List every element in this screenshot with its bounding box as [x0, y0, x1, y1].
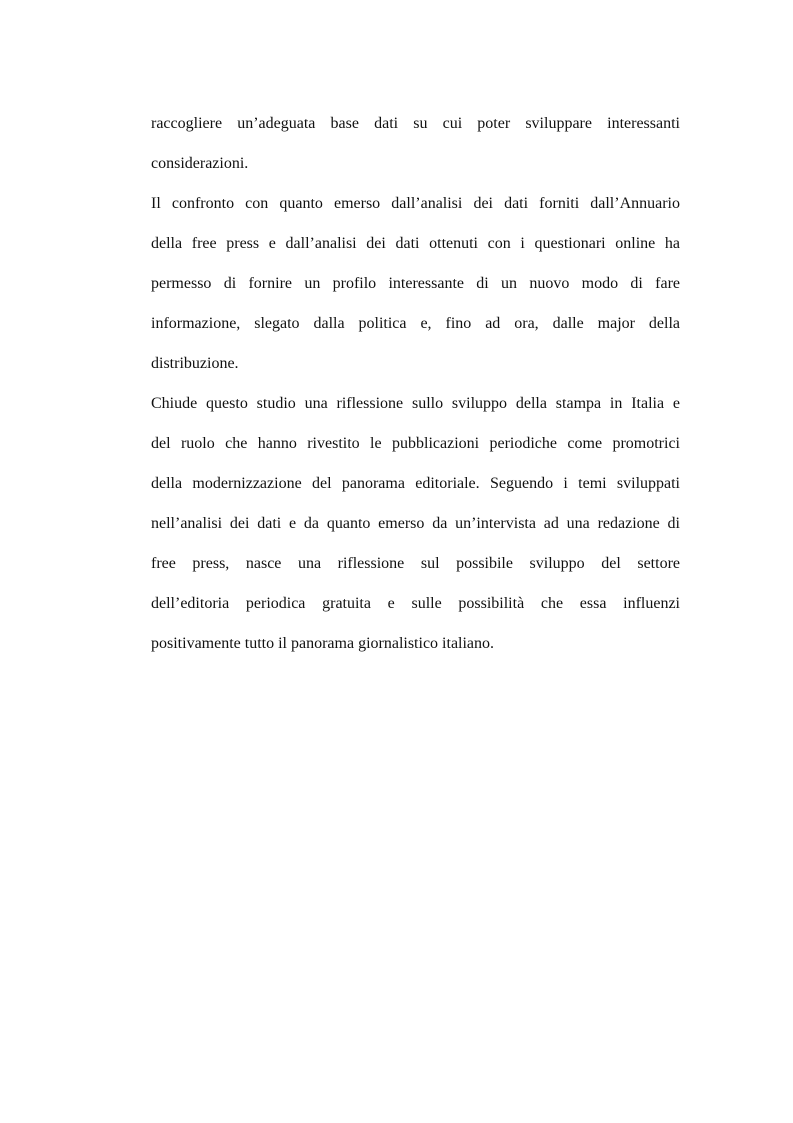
text-line-5: permesso di fornire un profilo interessante di un nuovo modo di fare: [151, 275, 680, 292]
text-line-11: nell’analisi dei dati e da quanto emerso da un’intervista ad una redazione di: [151, 515, 680, 532]
text-line-4: della free press e dall’analisi dei dati ottenuti con i questionari online ha: [151, 235, 680, 252]
text-line-1: raccogliere un’adeguata base dati su cui poter sviluppare interessanti: [151, 115, 680, 132]
text-line-10: della modernizzazione del panorama editoriale. Seguendo i temi sviluppati: [151, 475, 680, 492]
text-line-9: del ruolo che hanno rivestito le pubblicazioni periodiche come promotrici: [151, 435, 680, 452]
text-line-14: positivamente tutto il panorama giornalistico italiano.: [151, 635, 495, 652]
body-text: [151, 110, 680, 670]
text-line-6: informazione, slegato dalla politica e, fino ad ora, dalle major della: [151, 315, 680, 332]
text-line-2: considerazioni.: [151, 155, 249, 172]
text-line-7: distribuzione.: [151, 355, 239, 372]
text-line-12: free press, nasce una riflessione sul possibile sviluppo del settore: [151, 555, 680, 572]
text-line-8: Chiude questo studio una riflessione sullo sviluppo della stampa in Italia e: [151, 395, 680, 412]
text-line-3: Il confronto con quanto emerso dall’analisi dei dati forniti dall’Annuario: [151, 195, 680, 212]
text-line-13: dell’editoria periodica gratuita e sulle possibilità che essa influenzi: [151, 595, 680, 612]
